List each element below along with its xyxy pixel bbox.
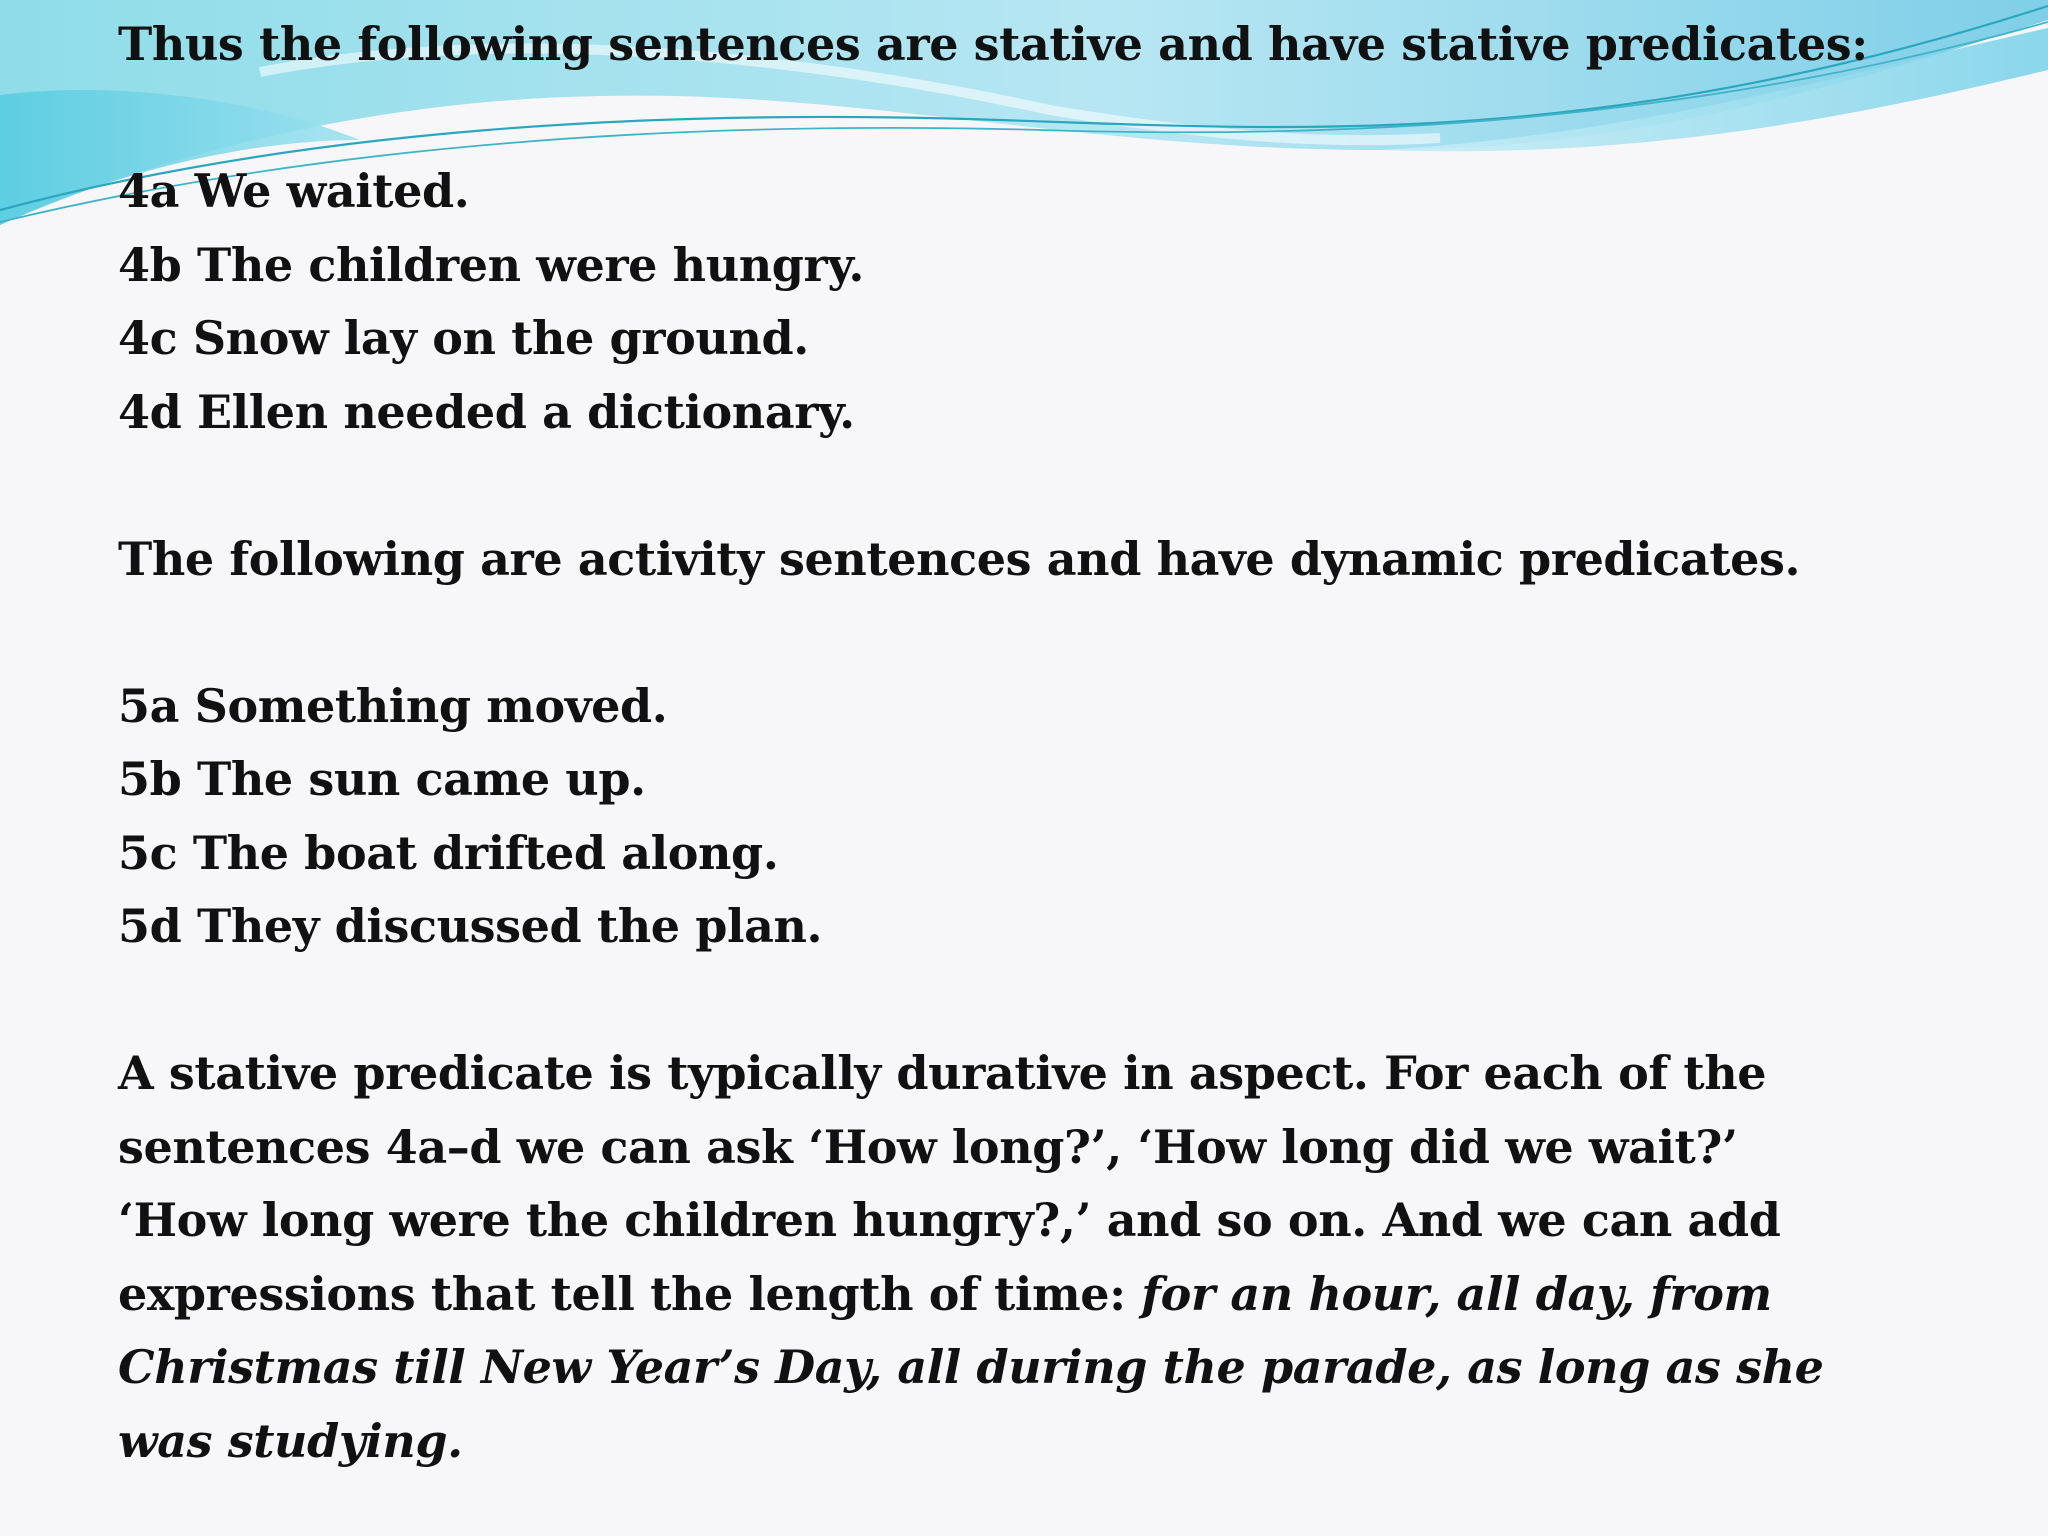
paragraph-line-3: ‘How long were the children hungry?,’ and so on. And we can add <box>118 1193 1781 1247</box>
paragraph-line-4-italic: for an hour, all day, from <box>1141 1266 1772 1321</box>
paragraph-line-5: Christmas till New Year’s Day, all during the parade, as long as she <box>118 1340 1824 1394</box>
paragraph-line-2: sentences 4a–d we can ask ‘How long?’, ‘How long did we wait?’ <box>118 1119 1738 1174</box>
example-5c: 5c The boat drifted along. <box>118 825 779 880</box>
spacer <box>118 964 1938 1038</box>
example-4d: 4d Ellen needed a dictionary. <box>118 384 855 439</box>
paragraph-line-4 <box>118 1258 1938 1332</box>
spacer <box>118 596 1938 670</box>
example-5b: 5b The sun came up. <box>118 752 646 806</box>
activity-intro: The following are activity sentences and have dynamic predicates. <box>118 531 1801 586</box>
example-5d: 5d They discussed the plan. <box>118 899 823 953</box>
example-5a: 5a Something moved. <box>118 678 668 733</box>
paragraph-line-6: was studying. <box>118 1413 463 1468</box>
spacer <box>118 449 1938 523</box>
stative-intro: Thus the following sentences are stative and have stative predicates: <box>118 17 1868 71</box>
example-4a: 4a We waited. <box>118 164 470 218</box>
slide-body <box>118 8 1938 1478</box>
spacer <box>118 82 1938 156</box>
example-4b: 4b The children were hungry. <box>118 237 865 292</box>
paragraph-line-1: A stative predicate is typically durative in aspect. For each of the <box>118 1046 1767 1100</box>
paragraph-line-4-plain: expressions that tell the length of time: <box>118 1266 1142 1321</box>
example-4c: 4c Snow lay on the ground. <box>118 311 809 365</box>
